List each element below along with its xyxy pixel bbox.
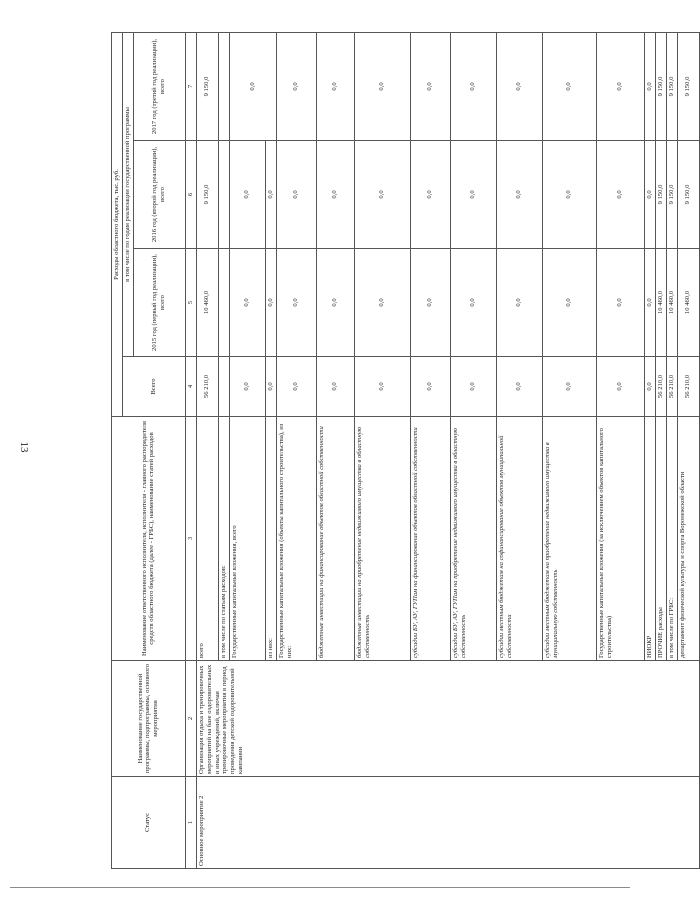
value-2016 <box>218 141 229 249</box>
col-index: 7 <box>185 33 196 141</box>
row-label: Государственные капитальные вложения (объекты капитального строительства), из них: <box>276 417 316 661</box>
value-2016: 0,0 <box>265 141 276 249</box>
value-total: 0,0 <box>316 357 354 417</box>
value-total: 0,0 <box>496 357 542 417</box>
row-label: всего <box>196 417 218 661</box>
value-2015: 0,0 <box>496 249 542 357</box>
row-label: субсидии БУ, АУ, ГУПам на финансирование объектов областной собственности <box>410 417 450 661</box>
value-2016: 9 150,0 <box>655 141 666 249</box>
value-total: 0,0 <box>229 357 265 417</box>
value-2016: 0,0 <box>542 141 596 249</box>
header-year-2015: 2015 год (первый год реализации), всего <box>133 249 185 357</box>
value-2017: 9 150,0 <box>677 33 699 141</box>
row-label: в том числе по ГРБС: <box>666 417 677 661</box>
value-2015: 0,0 <box>354 249 410 357</box>
header-total: Всего <box>122 357 185 417</box>
value-total: 0,0 <box>542 357 596 417</box>
header-executor: Наименование ответственного исполнителя, исполнителя - главного распорядителя средств областного бюджета (далее - ГРБС), наименование статей расходов <box>112 417 186 661</box>
value-2017: 0,0 <box>354 33 410 141</box>
col-index: 3 <box>185 417 196 661</box>
value-total: 0,0 <box>276 357 316 417</box>
row-label: в том числе по статьям расходов: <box>218 417 229 661</box>
row-label: из них: <box>265 417 276 661</box>
row-label: департамент физической культуры и спорта Воронежской области <box>677 417 699 661</box>
value-total <box>218 357 229 417</box>
value-2015: 10 460,0 <box>196 249 218 357</box>
header-status: Статус <box>112 777 186 869</box>
program-name-cell: Организация отдыха и тренировочных мероприятий на базе оздоровительных и иных учреждений, включая тренировочные мероприятия в период проведения детской оздоровительной кампании <box>196 661 699 777</box>
value-2017: 0,0 <box>410 33 450 141</box>
header-budget-group: Расходы областного бюджета, тыс. руб. <box>112 33 123 417</box>
value-2015: 0,0 <box>276 249 316 357</box>
value-2016: 0,0 <box>644 141 655 249</box>
value-2016: 0,0 <box>496 141 542 249</box>
value-total: 56 210,0 <box>666 357 677 417</box>
value-2015: 0,0 <box>316 249 354 357</box>
value-2016: 0,0 <box>450 141 496 249</box>
value-2017 <box>218 33 229 141</box>
value-2016: 0,0 <box>410 141 450 249</box>
value-total: 56 210,0 <box>677 357 699 417</box>
value-2015: 0,0 <box>596 249 644 357</box>
value-2017: 0,0 <box>596 33 644 141</box>
row-label: Государственные капитальные вложения, всего <box>229 417 265 661</box>
row-label: субсидии местным бюджетам на приобретение недвижимого имущества в муниципальную собственность <box>542 417 596 661</box>
row-label: субсидии местным бюджетам на софинансирование объектов муниципальной собственности <box>496 417 542 661</box>
value-2016: 0,0 <box>316 141 354 249</box>
value-2015: 0,0 <box>644 249 655 357</box>
value-2017: 0,0 <box>644 33 655 141</box>
value-2015: 10 460,0 <box>666 249 677 357</box>
row-label: ПРОЧИЕ расходы <box>655 417 666 661</box>
value-2015: 0,0 <box>229 249 265 357</box>
value-2016: 9 150,0 <box>677 141 699 249</box>
header-year-2016: 2016 год (второй год реализации), всего <box>133 141 185 249</box>
value-total: 0,0 <box>644 357 655 417</box>
status-cell: Основное мероприятие 2 <box>196 777 699 869</box>
table-row <box>196 33 218 869</box>
value-2015: 0,0 <box>265 249 276 357</box>
value-2017: 9 150,0 <box>666 33 677 141</box>
row-label: субсидии БУ, АУ, ГУПам на приобретение недвижимого имущества в областную собственность <box>450 417 496 661</box>
header-years-group: в том числе по годам реализации государственной программы <box>122 33 133 357</box>
header-year-2017: 2017 год (третий год реализации), всего <box>133 33 185 141</box>
value-2017: 9 150,0 <box>655 33 666 141</box>
value-total: 0,0 <box>265 357 276 417</box>
col-index: 4 <box>185 357 196 417</box>
row-label: Государственные капитальные вложения (за исключением объектов капитального строительства) <box>596 417 644 661</box>
value-2017: 0,0 <box>316 33 354 141</box>
value-2017: 0,0 <box>229 33 276 141</box>
value-2015: 0,0 <box>410 249 450 357</box>
value-2015: 0,0 <box>542 249 596 357</box>
value-2017: 0,0 <box>450 33 496 141</box>
value-2016: 9 150,0 <box>666 141 677 249</box>
value-total: 56 210,0 <box>196 357 218 417</box>
expenditure-table <box>111 32 700 869</box>
row-label: НИОКР <box>644 417 655 661</box>
value-2016: 9 150,0 <box>196 141 218 249</box>
col-index: 1 <box>185 777 196 869</box>
value-2017: 0,0 <box>542 33 596 141</box>
page-number: 13 <box>18 441 30 453</box>
header-program: Наименование государственной программы, подпрограммы, основного мероприятия <box>112 661 186 777</box>
value-2015: 10 460,0 <box>677 249 699 357</box>
value-2017: 9 150,0 <box>196 33 218 141</box>
col-index: 2 <box>185 661 196 777</box>
row-label: бюджетные инвестиции на приобретение недвижимого имущества в областную собственность <box>354 417 410 661</box>
col-index: 6 <box>185 141 196 249</box>
value-total: 0,0 <box>410 357 450 417</box>
value-total: 56 210,0 <box>655 357 666 417</box>
value-2017: 0,0 <box>496 33 542 141</box>
value-2016: 0,0 <box>354 141 410 249</box>
value-2015: 10 460,0 <box>655 249 666 357</box>
value-total: 0,0 <box>354 357 410 417</box>
value-2016: 0,0 <box>229 141 265 249</box>
page-bottom-rule <box>10 887 630 888</box>
col-index: 5 <box>185 249 196 357</box>
value-total: 0,0 <box>596 357 644 417</box>
value-2015: 0,0 <box>450 249 496 357</box>
value-2016: 0,0 <box>276 141 316 249</box>
value-2016: 0,0 <box>596 141 644 249</box>
column-index-row <box>185 33 196 869</box>
expenditure-table-rotated <box>111 33 692 869</box>
value-total: 0,0 <box>450 357 496 417</box>
value-2017: 0,0 <box>276 33 316 141</box>
row-label: бюджетные инвестиции на финансирование объектов областной собственности <box>316 417 354 661</box>
value-2015 <box>218 249 229 357</box>
